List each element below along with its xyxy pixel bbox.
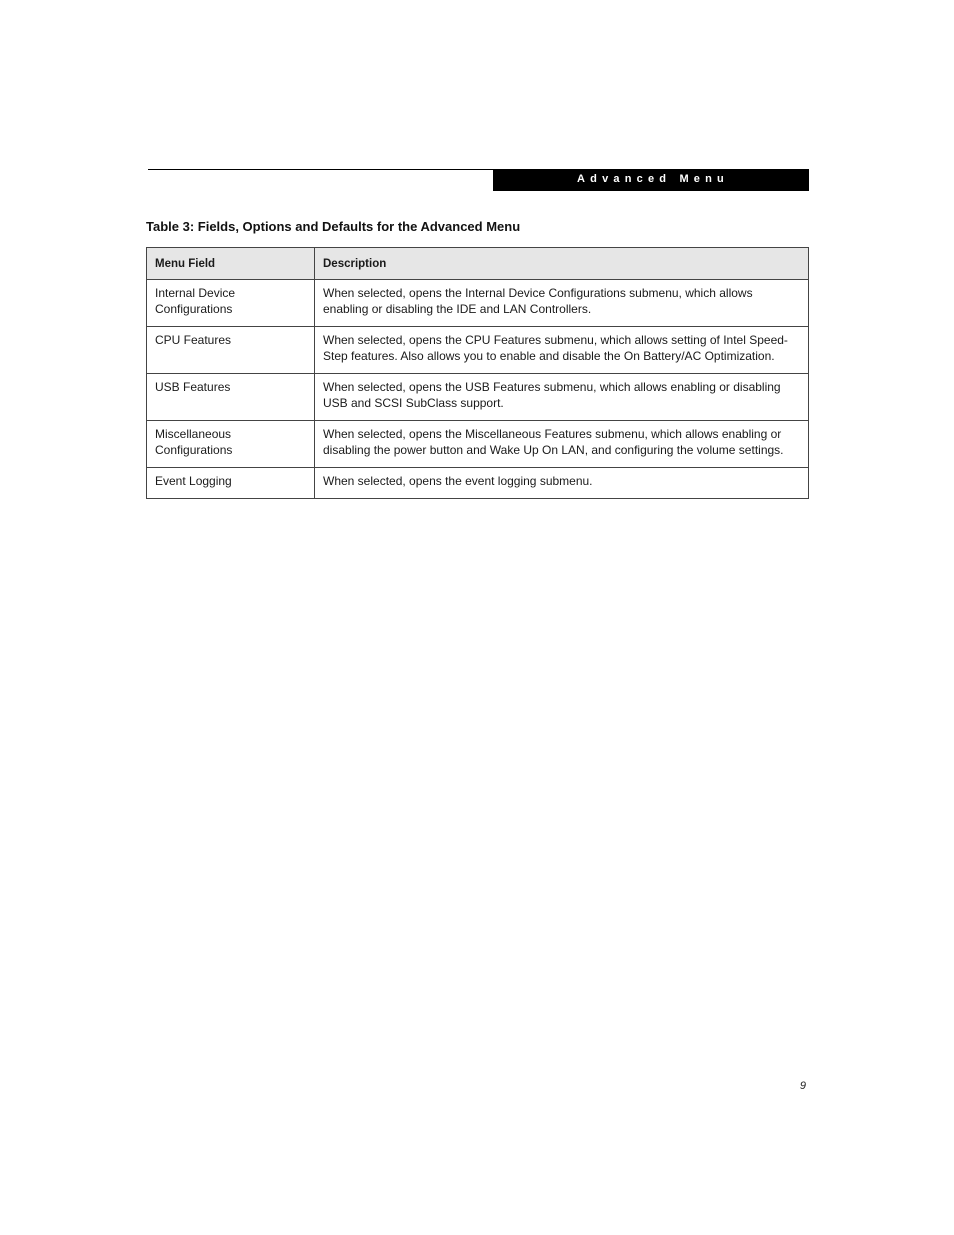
- menu-field-cell: USB Features: [147, 374, 315, 421]
- section-tab: Advanced Menu: [493, 169, 809, 191]
- page-number: 9: [799, 1080, 806, 1092]
- column-header-description: Description: [315, 248, 809, 280]
- column-header-menu-field: Menu Field: [147, 248, 315, 280]
- table-row: [147, 468, 809, 499]
- menu-field-cell: Event Logging: [147, 468, 315, 499]
- menu-field-cell: CPU Features: [147, 327, 315, 374]
- table-header-row: [147, 248, 809, 280]
- table-row: [147, 327, 809, 374]
- table-caption: Table 3: Fields, Options and Defaults for the Advanced Menu: [146, 219, 521, 234]
- description-cell: When selected, opens the USB Features submenu, which allows enabling or disabling USB and SCSI SubClass support.: [315, 374, 809, 421]
- table-row: [147, 374, 809, 421]
- header-rule: [148, 169, 493, 170]
- advanced-menu-table: [146, 247, 809, 499]
- menu-field-cell: Miscellaneous Configurations: [147, 421, 315, 468]
- description-cell: When selected, opens the CPU Features submenu, which allows setting of Intel Speed-Step features. Also allows you to enable and disable the On Battery/AC Optimization.: [315, 327, 809, 374]
- description-cell: When selected, opens the Miscellaneous Features submenu, which allows enabling or disabling the power button and Wake Up On LAN, and configuring the volume settings.: [315, 421, 809, 468]
- menu-field-cell: Internal Device Configurations: [147, 280, 315, 327]
- description-cell: When selected, opens the Internal Device Configurations submenu, which allows enabling or disabling the IDE and LAN Controllers.: [315, 280, 809, 327]
- description-cell: When selected, opens the event logging submenu.: [315, 468, 809, 499]
- table-row: [147, 280, 809, 327]
- table-row: [147, 421, 809, 468]
